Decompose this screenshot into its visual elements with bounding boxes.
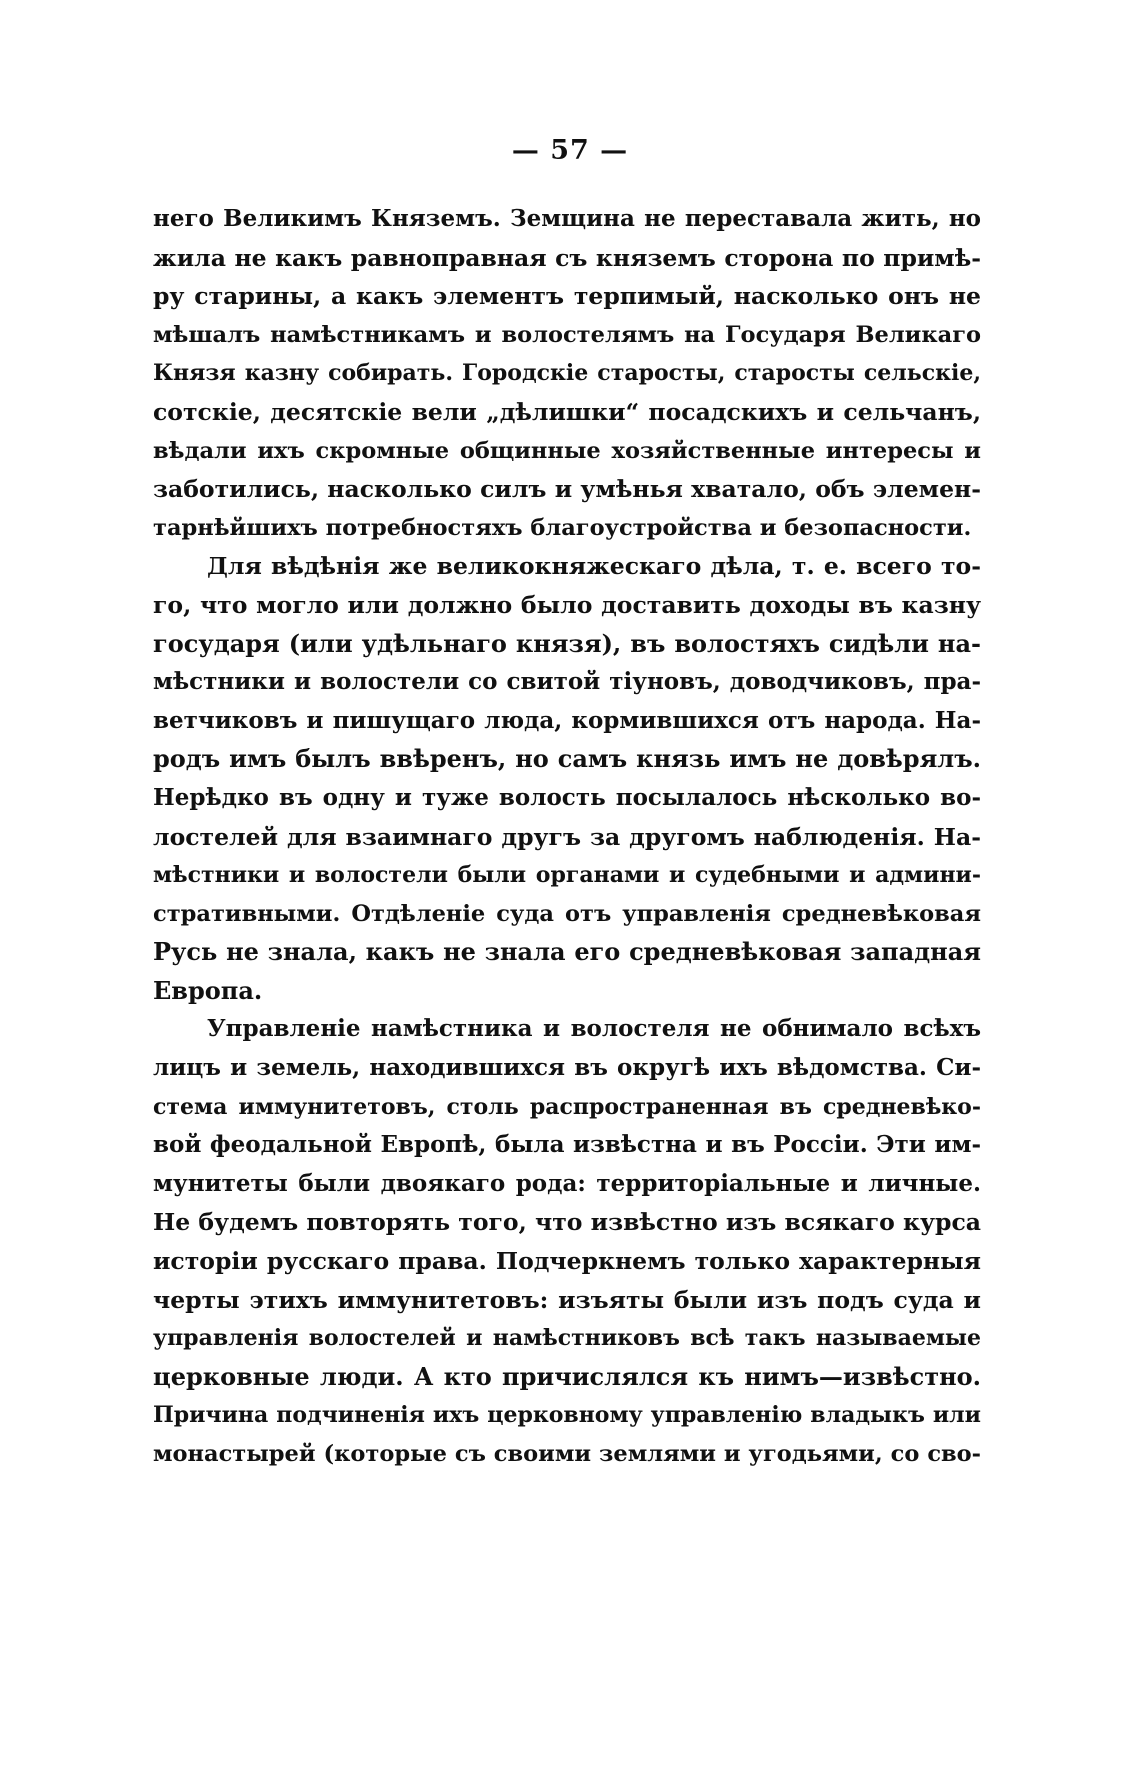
text-line: мѣстники и волостели были органами и судебными и админи- xyxy=(153,862,981,889)
paragraph-2 xyxy=(153,547,981,1010)
text-line: церковные люди. А кто причислялся къ нимъ—извѣстно. xyxy=(153,1361,981,1391)
text-line: лицъ и земель, находившихся въ округѣ ихъ вѣдомства. Си- xyxy=(153,1054,981,1082)
text-line: черты этихъ иммунитетовъ: изъяты были изъ подъ суда и xyxy=(153,1285,981,1314)
text-line: Русь не знала, какъ не знала его средневѣковая западная xyxy=(153,937,981,967)
text-line: вѣдали ихъ скромные общинные хозяйственные интересы и xyxy=(153,437,981,464)
text-line: ру старины, а какъ элементъ терпимый, насколько онъ не xyxy=(153,282,981,311)
text-line: родъ имъ былъ ввѣренъ, но самъ князь имъ не довѣрялъ. xyxy=(153,744,981,774)
text-line: го, что могло или должно было доставить доходы въ казну xyxy=(153,590,981,619)
text-line: монастырей (которые съ своими землями и угодьями, со сво- xyxy=(153,1441,981,1467)
text-line: Управленіе намѣстника и волостеля не обнимало всѣхъ xyxy=(207,1015,981,1043)
text-line: мѣстники и волостели со свитой тіуновъ, доводчиковъ, пра- xyxy=(153,668,981,696)
text-line: Для вѣдѣнія же великокняжескаго дѣла, т. е. всего то- xyxy=(207,552,981,581)
text-line: сотскіе, десятскіе вели „дѣлишки“ посадскихъ и сельчанъ, xyxy=(153,397,981,426)
text-line: него Великимъ Княземъ. Земщина не переставала жить, но xyxy=(153,205,981,232)
text-line: Европа. xyxy=(153,975,263,1005)
text-line: Не будемъ повторять того, что извѣстно изъ всякаго курса xyxy=(153,1208,981,1237)
page-number: — 57 — xyxy=(511,135,629,166)
body-text xyxy=(153,200,981,1474)
text-line: стративными. Отдѣленіе суда отъ управленія средневѣковая xyxy=(153,900,981,927)
paragraph-1 xyxy=(153,200,981,547)
text-line: заботились, насколько силъ и умѣнья хватало, объ элемен- xyxy=(153,475,981,504)
text-line: стема иммунитетовъ, столь распространенная въ средневѣко- xyxy=(153,1093,981,1120)
text-line: мунитеты были двоякаго рода: территоріальные и личные. xyxy=(153,1169,981,1197)
text-line: Причина подчиненія ихъ церковному управленію владыкъ или xyxy=(153,1402,981,1429)
text-line: тарнѣйшихъ потребностяхъ благоустройства и безопасности. xyxy=(153,514,972,541)
text-line: управленія волостелей и намѣстниковъ всѣ такъ называемые xyxy=(153,1325,981,1352)
text-line: вой феодальной Европѣ, была извѣстна и въ Россіи. Эти им- xyxy=(153,1131,981,1159)
text-line: исторіи русскаго права. Подчеркнемъ только характерныя xyxy=(153,1247,981,1276)
text-line: Князя казну собирать. Городскіе старосты, старосты сельскіе, xyxy=(153,360,981,387)
text-line: жила не какъ равноправная съ княземъ сторона по примѣ- xyxy=(153,243,981,272)
text-line: государя (или удѣльнаго князя), въ волостяхъ сидѣли на- xyxy=(153,628,981,658)
text-line: ветчиковъ и пишущаго люда, кормившихся отъ народа. На- xyxy=(153,706,981,734)
text-line: мѣшалъ намѣстникамъ и волостелямъ на Государя Великаго xyxy=(153,321,981,348)
text-line: лостелей для взаимнаго другъ за другомъ наблюденія. На- xyxy=(153,822,981,851)
text-line: Нерѣдко въ одну и туже волость посылалось нѣсколько во- xyxy=(153,783,981,811)
paragraph-3 xyxy=(153,1010,981,1473)
